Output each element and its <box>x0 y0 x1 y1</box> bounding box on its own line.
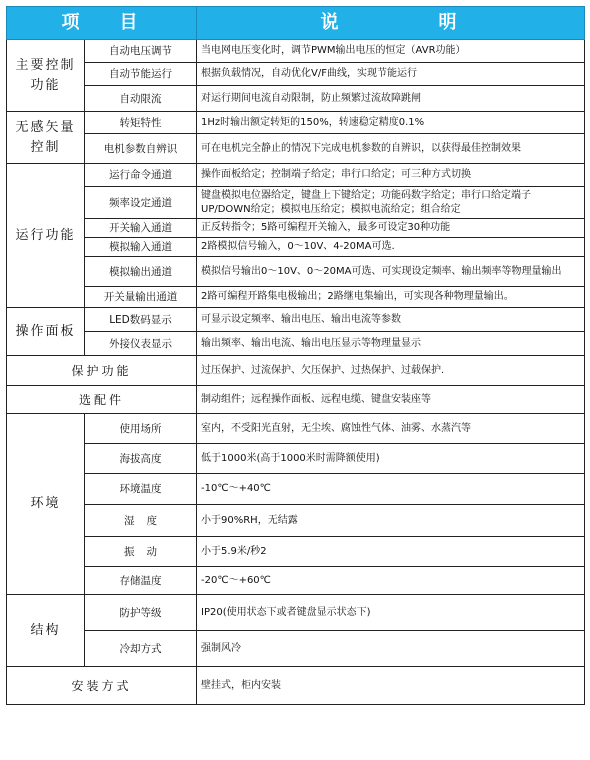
item-desc: 室内，不受阳光直射，无尘埃、腐蚀性气体、油雾、水蒸汽等 <box>197 414 585 444</box>
item-label: 存储温度 <box>85 567 197 595</box>
item-desc: 强制风冷 <box>197 631 585 667</box>
item-desc: 可在电机完全静止的情况下完成电机参数的自辨识，以获得最佳控制效果 <box>197 134 585 164</box>
options-label: 选配件 <box>7 386 197 414</box>
install-label: 安装方式 <box>7 667 197 705</box>
header-project: 项目 <box>7 7 197 40</box>
table-row <box>7 164 585 187</box>
item-desc: 输出频率、输出电流、输出电压显示等物理量显示 <box>197 332 585 356</box>
item-label: 冷却方式 <box>85 631 197 667</box>
item-desc: IP20(使用状态下或者键盘显示状态下) <box>197 595 585 631</box>
item-desc: -10℃～+40℃ <box>197 474 585 505</box>
spec-table <box>6 6 585 705</box>
item-label: 湿度 <box>85 505 197 537</box>
category-run-functions: 运行功能 <box>7 164 85 308</box>
options-desc: 制动组件；远程操作面板、远程电缆、键盘安装座等 <box>197 386 585 414</box>
table-row <box>7 667 585 705</box>
item-label: 自动限流 <box>85 86 197 112</box>
table-row <box>7 63 585 86</box>
table-row <box>7 219 585 238</box>
item-label: 开关量输出通道 <box>85 287 197 308</box>
table-row <box>7 257 585 287</box>
item-desc: 低于1000米(高于1000米时需降额使用) <box>197 444 585 474</box>
item-desc: 1Hz时输出额定转矩的150%，转速稳定精度0.1% <box>197 112 585 134</box>
item-label: 环境温度 <box>85 474 197 505</box>
item-label: 海拔高度 <box>85 444 197 474</box>
table-row <box>7 631 585 667</box>
table-row <box>7 134 585 164</box>
item-desc: 当电网电压变化时，调节PWM输出电压的恒定（AVR功能） <box>197 40 585 63</box>
install-desc: 壁挂式，柜内安装 <box>197 667 585 705</box>
table-row <box>7 86 585 112</box>
table-row <box>7 567 585 595</box>
category-environment: 环境 <box>7 414 85 595</box>
item-label: 运行命令通道 <box>85 164 197 187</box>
table-row <box>7 238 585 257</box>
item-desc: 对运行期间电流自动限制，防止频繁过流故障跳闸 <box>197 86 585 112</box>
item-label: 防护等级 <box>85 595 197 631</box>
item-label: 电机参数自辨识 <box>85 134 197 164</box>
item-label: LED数码显示 <box>85 308 197 332</box>
table-row <box>7 537 585 567</box>
item-label: 外接仪表显示 <box>85 332 197 356</box>
table-row <box>7 414 585 444</box>
table-row <box>7 332 585 356</box>
table-row <box>7 356 585 386</box>
category-main-control: 主要控制功能 <box>7 40 85 112</box>
item-desc: 可显示设定频率、输出电压、输出电流等参数 <box>197 308 585 332</box>
protection-label: 保护功能 <box>7 356 197 386</box>
table-row <box>7 308 585 332</box>
table-row <box>7 386 585 414</box>
item-desc: 模拟信号输出0～10V、0～20MA可选、可实现设定频率、输出频率等物理量输出 <box>197 257 585 287</box>
item-label: 频率设定通道 <box>85 187 197 219</box>
item-label: 转矩特性 <box>85 112 197 134</box>
item-desc: 正反转指令；5路可编程开关输入，最多可设定30种功能 <box>197 219 585 238</box>
item-desc: 小于90%RH，无结露 <box>197 505 585 537</box>
category-structure: 结构 <box>7 595 85 667</box>
item-desc: 操作面板给定；控制端子给定；串行口给定；可三种方式切换 <box>197 164 585 187</box>
header-description: 说明 <box>197 7 585 40</box>
item-label: 使用场所 <box>85 414 197 444</box>
table-row <box>7 474 585 505</box>
item-label: 模拟输入通道 <box>85 238 197 257</box>
header-row <box>7 7 585 40</box>
table-row <box>7 505 585 537</box>
table-row <box>7 444 585 474</box>
item-desc: 2路可编程开路集电极输出；2路继电集输出，可实现各种物理量输出。 <box>197 287 585 308</box>
item-label: 振动 <box>85 537 197 567</box>
item-desc: -20℃～+60℃ <box>197 567 585 595</box>
protection-desc: 过压保护、过流保护、欠压保护、过热保护、过载保护. <box>197 356 585 386</box>
item-desc: 小于5.9米/秒2 <box>197 537 585 567</box>
item-label: 自动电压调节 <box>85 40 197 63</box>
table-row <box>7 112 585 134</box>
category-operation-panel: 操作面板 <box>7 308 85 356</box>
item-desc: 键盘模拟电位器给定，键盘上下键给定；功能码数字给定；串行口给定端子UP/DOWN给定；模拟电压给定；模拟电流给定；组合给定 <box>197 187 585 219</box>
item-label: 自动节能运行 <box>85 63 197 86</box>
item-label: 模拟输出通道 <box>85 257 197 287</box>
item-label: 开关输入通道 <box>85 219 197 238</box>
item-desc: 2路模拟信号输入，0～10V、4-20MA可选. <box>197 238 585 257</box>
table-row <box>7 595 585 631</box>
table-row <box>7 287 585 308</box>
category-vector-control: 无感矢量控制 <box>7 112 85 164</box>
item-desc: 根据负载情况，自动优化V/F曲线，实现节能运行 <box>197 63 585 86</box>
table-row <box>7 40 585 63</box>
table-row <box>7 187 585 219</box>
